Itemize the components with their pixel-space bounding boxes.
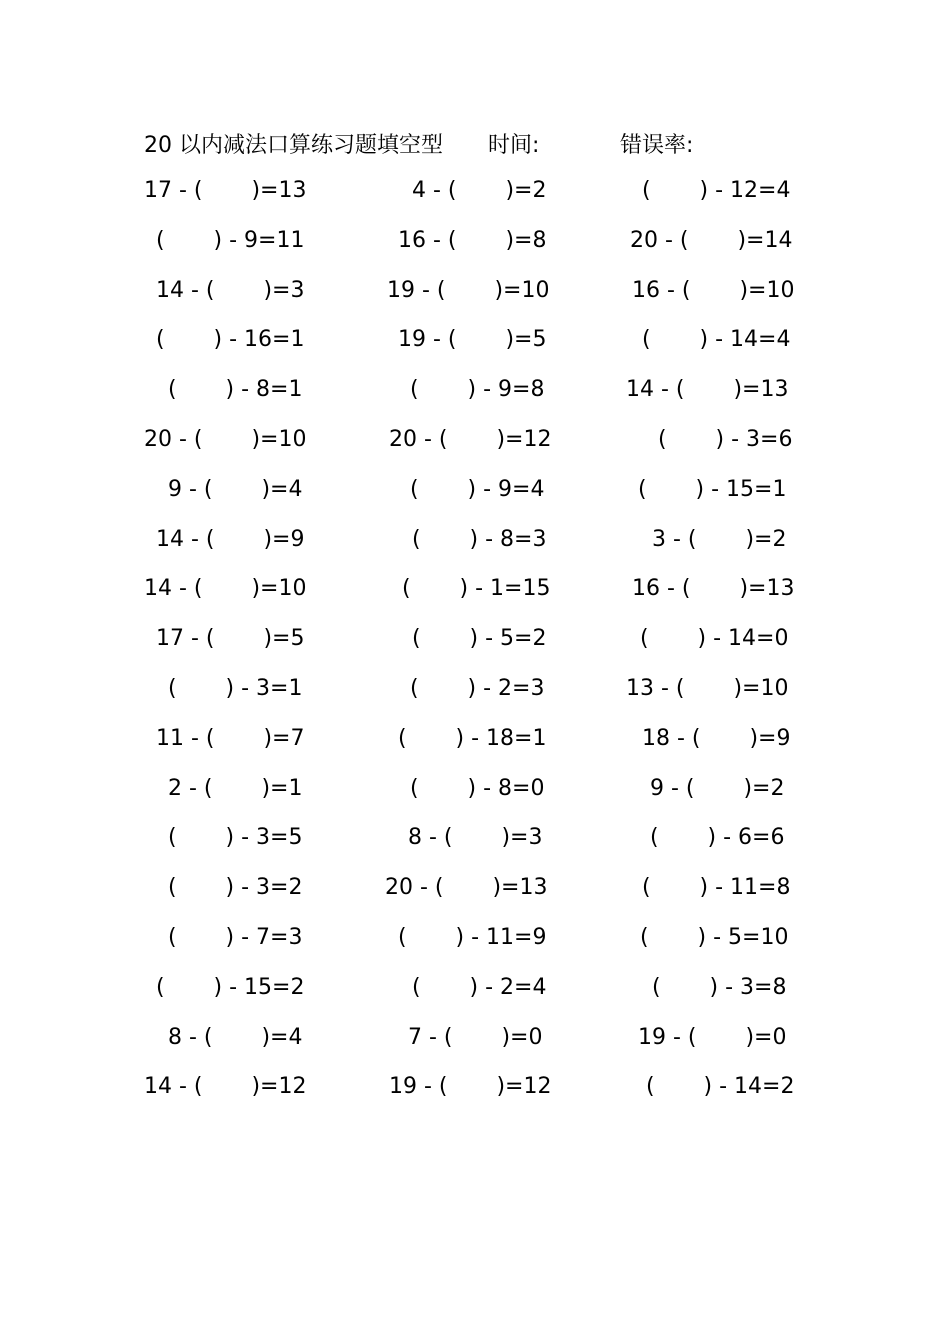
problem-cell: ( ) - 5=10 (640, 925, 789, 950)
problem-cell: ( ) - 14=0 (640, 626, 789, 652)
problem-row (0, 375, 950, 405)
problem-cell: 20 - ( )=13 (385, 875, 548, 901)
problem-cell: 8 - ( )=4 (168, 1024, 303, 1050)
problem-cell: 17 - ( )=5 (156, 626, 305, 652)
problem-cell: ( ) - 2=4 (412, 974, 547, 1000)
problem-cell: 8 - ( )=3 (408, 825, 543, 851)
problem-cell: 11 - ( )=7 (156, 725, 305, 751)
problem-row (0, 176, 950, 206)
problem-row (0, 724, 950, 754)
problem-cell: ( ) - 2=3 (410, 676, 545, 701)
problem-cell: 19 - ( )=12 (389, 1074, 552, 1100)
problem-row (0, 923, 950, 953)
problem-row (0, 325, 950, 355)
problem-cell: ( ) - 9=8 (410, 377, 545, 403)
problem-row (0, 425, 950, 455)
problem-cell: ( ) - 7=3 (168, 925, 303, 950)
problem-cell: 3 - ( )=2 (652, 526, 787, 552)
problem-row (0, 624, 950, 654)
problem-cell: 16 - ( )=10 (632, 277, 795, 303)
problem-cell: ( ) - 14=4 (642, 327, 791, 353)
problem-cell: ( ) - 8=0 (410, 775, 545, 801)
problem-row (0, 475, 950, 505)
problem-cell: 14 - ( )=9 (156, 526, 305, 552)
problem-cell: ( ) - 3=6 (658, 427, 793, 452)
problem-row (0, 774, 950, 804)
error-rate-label: 错误率: (620, 133, 694, 158)
problem-cell: 14 - ( )=12 (144, 1074, 307, 1100)
problem-cell: 20 - ( )=12 (389, 427, 552, 452)
problem-cell: 20 - ( )=10 (144, 427, 307, 452)
problem-cell: 19 - ( )=0 (638, 1024, 787, 1050)
problem-cell: ( ) - 9=11 (156, 227, 305, 253)
problem-cell: ( ) - 18=1 (398, 725, 547, 751)
problem-cell: ( ) - 8=3 (412, 526, 547, 552)
problem-cell: ( ) - 9=4 (410, 476, 545, 502)
problem-cell: 14 - ( )=10 (144, 576, 307, 602)
problem-cell: ( ) - 8=1 (168, 377, 303, 403)
problem-cell: 17 - ( )=13 (144, 178, 307, 203)
time-label: 时间: (488, 133, 540, 158)
problem-cell: 7 - ( )=0 (408, 1024, 543, 1050)
problem-row (0, 525, 950, 555)
problem-row (0, 873, 950, 903)
problem-cell: ( ) - 3=2 (168, 875, 303, 901)
problem-cell: ( ) - 5=2 (412, 626, 547, 652)
problem-cell: 14 - ( )=13 (626, 377, 789, 403)
problem-row (0, 823, 950, 853)
problem-cell: ( ) - 11=8 (642, 875, 791, 901)
problem-cell: 19 - ( )=10 (387, 277, 550, 303)
problem-cell: ( ) - 12=4 (642, 178, 791, 203)
problem-cell: 9 - ( )=4 (168, 476, 303, 502)
problem-cell: 20 - ( )=14 (630, 227, 793, 253)
problem-cell: ( ) - 1=15 (402, 576, 551, 602)
problem-cell: 13 - ( )=10 (626, 676, 789, 701)
problem-cell: 14 - ( )=3 (156, 277, 305, 303)
problem-row (0, 276, 950, 306)
problem-cell: ( ) - 11=9 (398, 925, 547, 950)
problem-cell: 16 - ( )=13 (632, 576, 795, 602)
problem-cell: 19 - ( )=5 (398, 327, 547, 353)
problem-cell: 18 - ( )=9 (642, 725, 791, 751)
problem-cell: ( ) - 6=6 (650, 825, 785, 851)
problem-cell: ( ) - 15=2 (156, 974, 305, 1000)
problem-cell: ( ) - 3=5 (168, 825, 303, 851)
problem-cell: ( ) - 3=1 (168, 676, 303, 701)
problem-cell: ( ) - 14=2 (646, 1074, 795, 1100)
problem-cell: 4 - ( )=2 (412, 178, 547, 203)
problem-cell: 16 - ( )=8 (398, 227, 547, 253)
problem-cell: ( ) - 16=1 (156, 327, 305, 353)
problem-row (0, 1072, 950, 1102)
problem-row (0, 973, 950, 1003)
problem-cell: 2 - ( )=1 (168, 775, 303, 801)
worksheet-title: 20 以内减法口算练习题填空型 (144, 133, 443, 158)
problem-row (0, 674, 950, 704)
problem-row (0, 574, 950, 604)
problem-row (0, 1023, 950, 1053)
problem-row (0, 226, 950, 256)
problem-cell: 9 - ( )=2 (650, 775, 785, 801)
problem-cell: ( ) - 15=1 (638, 476, 787, 502)
problem-cell: ( ) - 3=8 (652, 974, 787, 1000)
